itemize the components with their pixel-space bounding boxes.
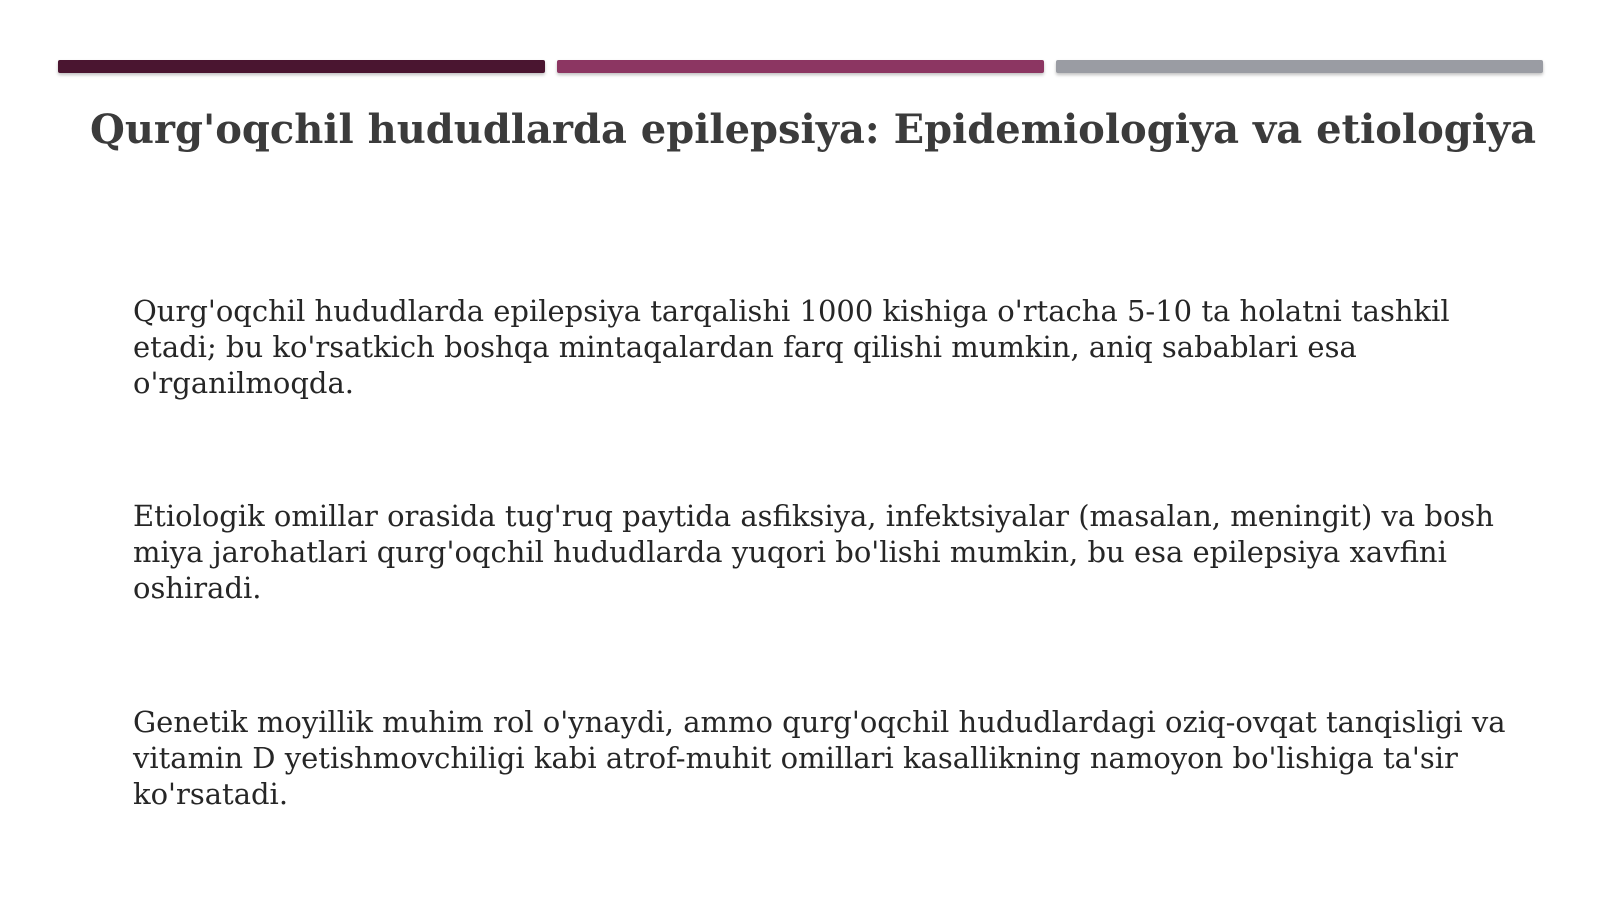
slide-title: Qurg'oqchil hududlarda epilepsiya: Epidemiologiya va etiologiya — [90, 106, 1537, 153]
paragraph-etiology: Etiologik omillar orasida tug'ruq paytida asfiksiya, infektsiyalar (masalan, meningit) va bosh miya jarohatlari qurg'oqchil hududlarda yuqori bo'lishi mumkin, bu esa epilepsiya xavfini oshiradi. — [133, 499, 1494, 605]
accent-bar-magenta — [557, 60, 1044, 73]
paragraph-epidemiology: Qurg'oqchil hududlarda epilepsiya tarqalishi 1000 kishiga o'rtacha 5-10 ta holatni tashkil etadi; bu ko'rsatkich boshqa mintaqalardan farq qilishi mumkin, aniq sabablari esa o'rganilmoqda. — [133, 294, 1450, 400]
paragraph-genetics: Genetik moyillik muhim rol o'ynaydi, ammo qurg'oqchil hududlardagi oziq-ovqat tanqisligi va vitamin D yetishmovchiligi kabi atrof-muhit omillari kasallikning namoyon bo'lishiga ta'sir ko'rsatadi. — [133, 705, 1506, 811]
accent-bar-dark — [58, 60, 545, 73]
accent-bar-gray — [1056, 60, 1543, 73]
